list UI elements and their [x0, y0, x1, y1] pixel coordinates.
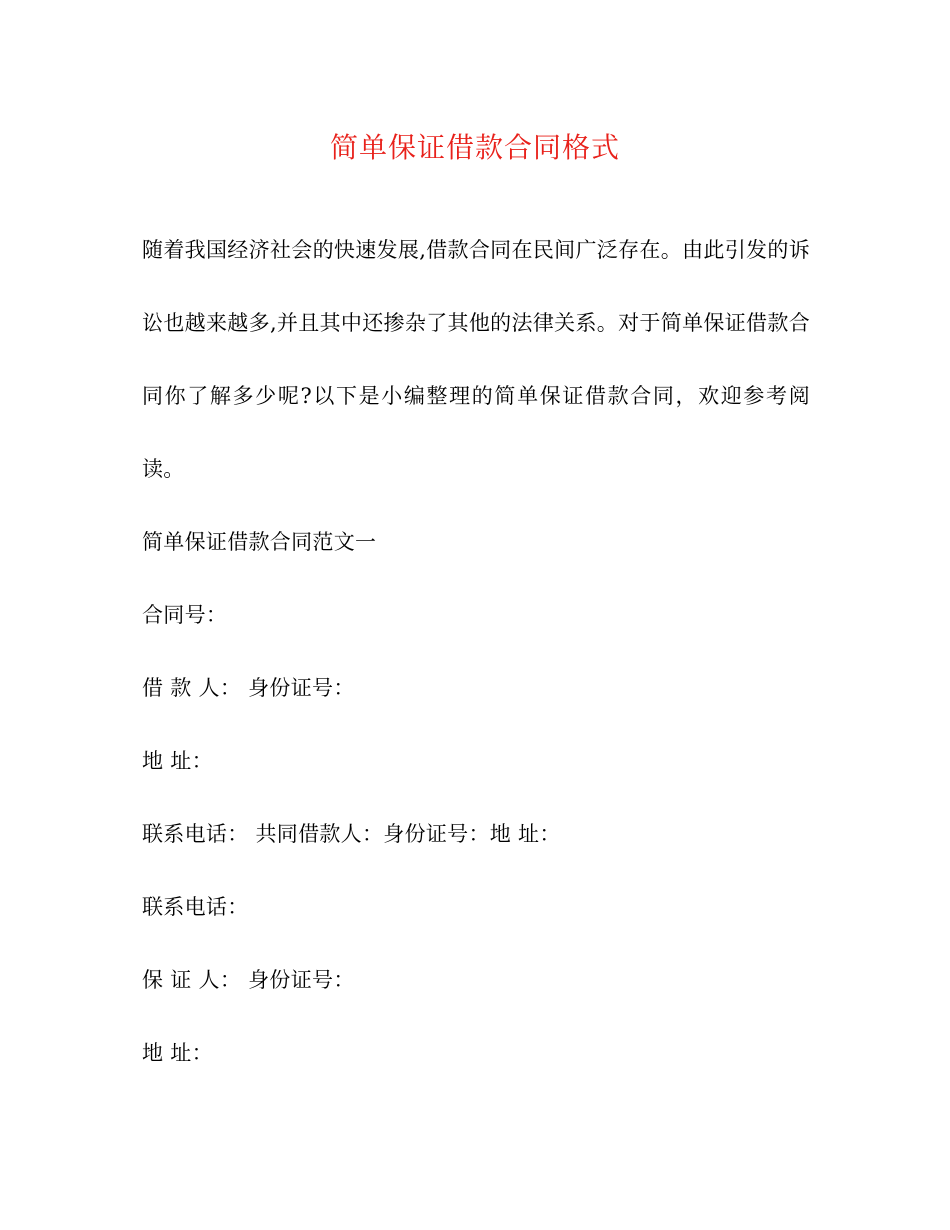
intro-paragraph: 随着我国经济社会的快速发展,借款合同在民间广泛存在。由此引发的诉讼也越来越多,并且其中还掺杂了其他的法律关系。对于简单保证借款合同你了解多少呢?以下是小编整理的简单保证借款合同，欢迎参考阅读。 [142, 238, 810, 481]
document-title: 简单保证借款合同格式 [329, 131, 620, 164]
borrower-address-field: 地 址： [142, 749, 213, 773]
section-heading: 简单保证借款合同范文一 [142, 530, 377, 554]
guarantor-address-field: 地 址： [142, 1041, 213, 1065]
document-body [142, 214, 810, 1090]
contact-phone-field: 联系电话： [142, 895, 249, 919]
contract-number-field: 合同号： [142, 603, 228, 627]
guarantor-field: 保 证 人： 身份证号： [142, 968, 355, 992]
borrower-field: 借 款 人： 身份证号： [142, 676, 355, 700]
co-borrower-field: 联系电话： 共同借款人：身份证号：地 址： [142, 822, 561, 846]
